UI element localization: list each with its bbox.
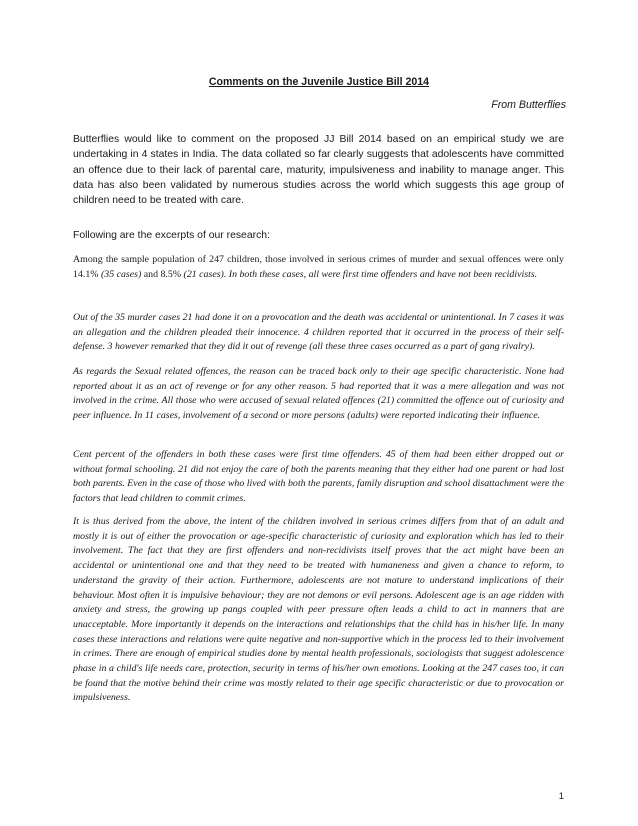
document-author-line: From Butterflies: [491, 99, 566, 111]
research-paragraph-2: Out of the 35 murder cases 21 had done it on a provocation and the death was accidental or unintentional. In 7 cases it was an allegation and the children pleaded their innocence. 4 children reported that it occurred in the process of their self-defense. 3 however remarked that they did it out of revenge (all these three cases occurred as a part of gang rivalry).: [73, 312, 564, 353]
excerpts-heading: Following are the excerpts of our research:: [73, 230, 270, 241]
document-title: Comments on the Juvenile Justice Bill 2014: [208, 76, 430, 88]
p1-text-a: Among the sample population of 247 children, those involved in serious crimes of murder and sexual offences were only 14.1%: [73, 254, 564, 280]
p1-text-b: (35 cases): [98, 268, 144, 280]
page-number: 1: [558, 791, 564, 802]
research-paragraph-1: [73, 253, 564, 282]
research-paragraph-4: Cent percent of the offenders in both these cases were first time offenders. 45 of them had been either dropped out or without formal schooling. 21 did not enjoy the care of both the parents meaning that they either had one parent or had lost both parents. Even in the case of those who lived with both the parents, family disruption and school disattachment were the factors that lead children to commit crimes.: [73, 449, 564, 505]
intro-paragraph: Butterflies would like to comment on the proposed JJ Bill 2014 based on an empirical study we are undertaking in 4 states in India. The data collated so far clearly suggests that adolescents have committed an offence due to their lack of parental care, maturity, impulsiveness and inability to manage anger. This data has also been validated by numerous studies across the world which suggests this age group of children need to be treated with care.: [73, 134, 564, 207]
research-paragraph-3: As regards the Sexual related offences, the reason can be traced back only to their age specific characteristic. None had reported about it as an act of revenge or for any other reason. 5 had reported that it was a mere allegation and was not involved in the crime. All those who were accused of sexual related offences (21) committed the offence out of curiosity and peer influence. In 11 cases, involvement of a second or more persons (adults) were reported indicating their influence.: [73, 366, 564, 422]
research-paragraph-5: It is thus derived from the above, the intent of the children involved in serious crimes differs from that of an adult and mostly it is out of either the provocation or age-specific characteristic of curiosity and exploration which has led to their involvement. The fact that they are first offenders and non-recidivists itself proves that the act might have been an accidental or unintentional one and that they need to be treated with humaneness and given a chance to reform, to understand the gravity of their action. Furthermore, adolescents are not mature to understand implications of their behaviour. Most often it is impulsive behaviour; they are not demons or evil persons. Adolescent age is an age ridden with anxiety and stress, the growing up pangs coupled with peer pressure often leads a child to act in manners that are unacceptable. More importantly it depends on the interactions and relationships that the child has in his/her life. In many cases these interactions and relations were quite negative and non-supportive which in the process led to their involvement in crimes. There are enough of empirical studies done by mental health professionals, sociologists that suggest adolescence phase in a child's life needs care, protection, security in terms of his/her own emotions. Looking at the 247 cases too, it can be found that the motive behind their crime was mostly related to their age specific characteristic or due to provocation or impulsiveness.: [73, 516, 564, 704]
p1-text-c: and 8.5%: [143, 268, 182, 280]
p1-text-d: (21 cases). In both these cases, all were first time offenders and have not been recidivists.: [181, 268, 538, 280]
